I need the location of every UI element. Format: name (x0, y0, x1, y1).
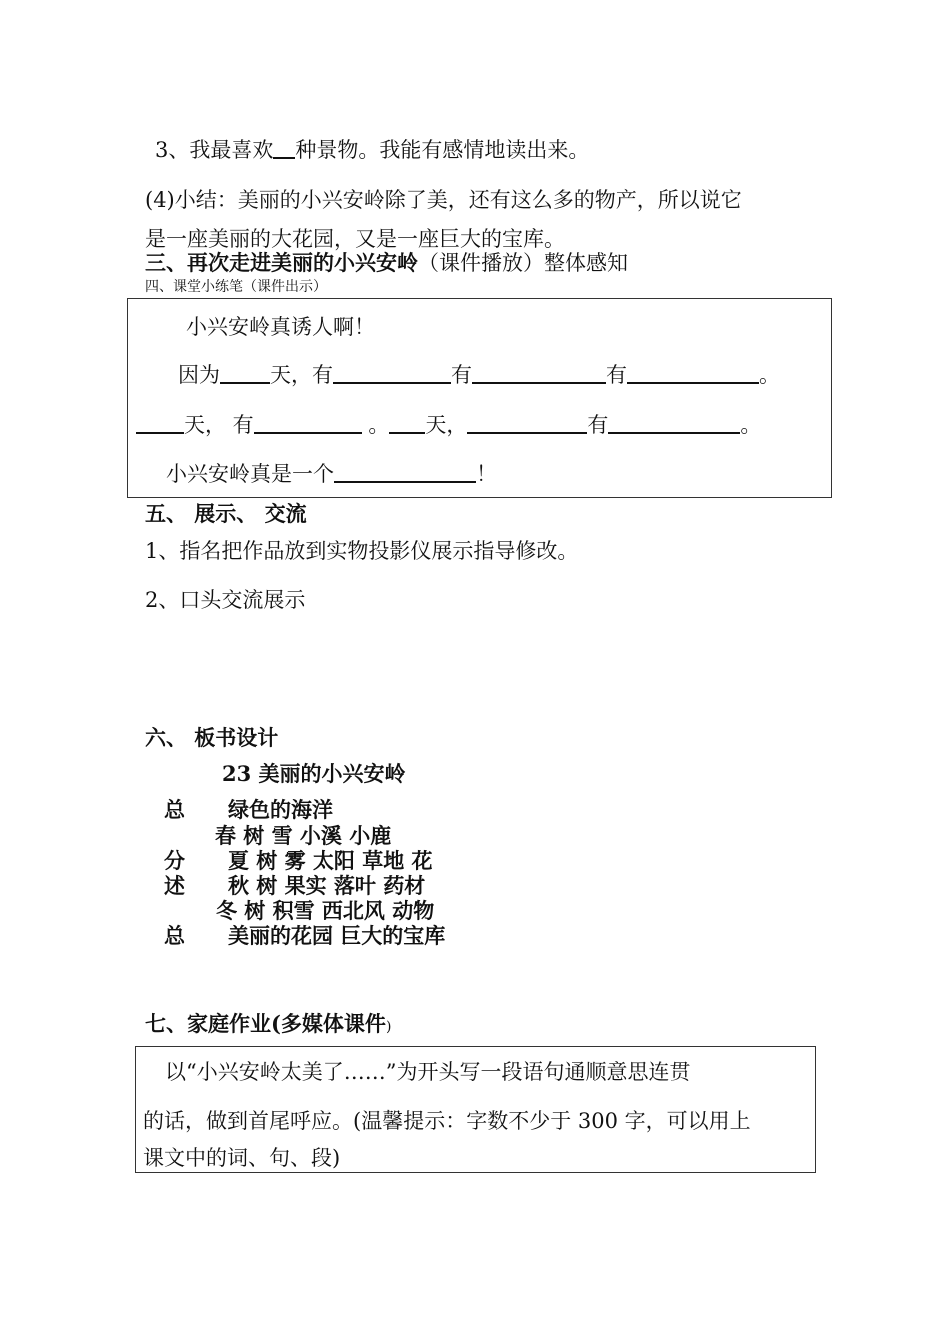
fill-blank (220, 362, 270, 384)
practice-l2-b: 天，有 (270, 363, 333, 387)
fill-blank (136, 412, 184, 434)
section-5-heading: 五、 展示、 交流 (145, 501, 307, 526)
fill-blank (273, 137, 295, 159)
practice-l2-e: 。 (759, 363, 780, 387)
board-row-text: 绿色的海洋 (228, 797, 333, 822)
fill-blank (472, 362, 606, 384)
practice-line-4 (166, 460, 497, 488)
practice-l3-b: 。 (361, 413, 390, 437)
board-row-text: 春 树 雪 小溪 小鹿 (215, 823, 392, 848)
section-3-title: 三、再次走进美丽的小兴安岭 (145, 250, 418, 275)
practice-l2-a: 因为 (178, 363, 220, 387)
board-title: 23 美丽的小兴安岭 (222, 761, 406, 786)
section-7-paren: ) (385, 1019, 392, 1035)
board-row-label: 总 (164, 923, 185, 948)
board-row-text: 美丽的花园 巨大的宝库 (228, 923, 446, 948)
board-row-text: 夏 树 雾 太阳 草地 花 (228, 848, 433, 873)
section-3-note: （课件播放）整体感知 (418, 251, 628, 275)
section-7-heading (145, 1010, 391, 1038)
fill-blank (334, 461, 476, 483)
section-7-title: 七、家庭作业(多媒体课件 (145, 1011, 386, 1036)
item-3-text-a: 3、我最喜欢 (155, 138, 274, 162)
practice-l2-d: 有 (606, 363, 627, 387)
fill-blank (333, 362, 451, 384)
item-3-text-b: 种景物。我能有感情地读出来。 (295, 138, 590, 162)
homework-line-1: 以“小兴安岭太美了……”为开头写一段语句通顺意思连贯 (165, 1060, 691, 1084)
section-5-item-1: 1、指名把作品放到实物投影仪展示指导修改。 (145, 539, 579, 563)
homework-line-3: 课文中的词、句、段) (143, 1146, 341, 1170)
homework-line-2: 的话，做到首尾呼应。(温馨提示：字数不少于 300 字，可以用上 (143, 1109, 751, 1133)
practice-l2-c: 有 (451, 363, 472, 387)
practice-l3-a: 天， 有 (184, 413, 254, 437)
board-row-label: 总 (164, 797, 185, 822)
practice-l4-b: ！ (476, 462, 497, 486)
fill-blank (254, 412, 362, 434)
section-4-heading: 四、课堂小练笔（课件出示） (145, 279, 327, 295)
item-3-line (155, 136, 589, 164)
fill-blank (608, 412, 740, 434)
practice-l3-d: 有 (587, 413, 609, 437)
board-row-label: 述 (164, 873, 185, 898)
section-3-heading (145, 249, 628, 277)
practice-line-2 (178, 361, 780, 389)
board-row-label: 分 (164, 848, 185, 873)
fill-blank (627, 362, 759, 384)
practice-line-3 (136, 411, 761, 439)
practice-l3-c: 天， (425, 413, 468, 437)
board-row-text: 秋 树 果实 落叶 药材 (228, 873, 426, 898)
board-row-text: 冬 树 积雪 西北风 动物 (216, 898, 435, 923)
fill-blank (389, 412, 425, 434)
summary-line-2: 是一座美丽的大花园，又是一座巨大的宝库。 (145, 227, 565, 251)
practice-l3-e: 。 (740, 413, 762, 437)
practice-l4-a: 小兴安岭真是一个 (166, 462, 334, 486)
practice-line-1: 小兴安岭真诱人啊！ (186, 315, 375, 339)
section-6-heading: 六、 板书设计 (145, 725, 279, 750)
summary-line-1: (4)小结：美丽的小兴安岭除了美，还有这么多的物产，所以说它 (145, 188, 742, 212)
section-5-item-2: 2、口头交流展示 (145, 588, 306, 612)
fill-blank (467, 412, 587, 434)
